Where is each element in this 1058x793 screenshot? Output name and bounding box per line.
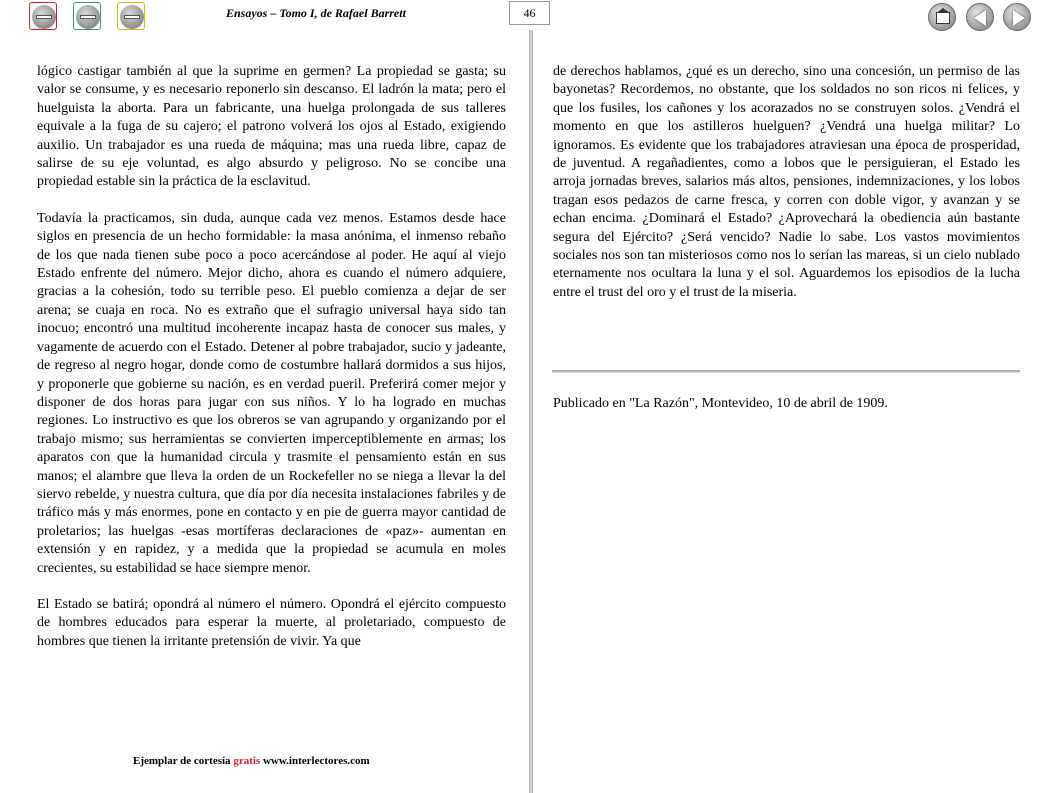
- footer: [133, 755, 370, 767]
- footer-site[interactable]: www.interlectores.com: [260, 755, 370, 767]
- page-number: 46: [509, 1, 550, 25]
- paragraph: El Estado se batirá; opondrá al número el número. Opondrá el ejército compuesto de hombres educados para esperar la muerte, al proletariado, compuesto de hombres que tienen la irritante pretensión de vivir. Ya que: [37, 596, 506, 649]
- book-title: Ensayos – Tomo I, de Rafael Barrett: [226, 6, 406, 20]
- paragraph: lógico castigar también al que la suprime en germen? La propiedad se gasta; su valor se consume, y es necesario reponerlo sin descanso. El ladrón la mata; pero el huelguista la aborta. Para un fabricante, una huelga prolongada de sus talleres equivale a la fuga de su cajero; el patrono volverá los ojos al Estado, exigiendo auxilio. Un trabajador es una rueda de máquina; mas una rueda libre, capaz de salirse de su eje voluntad, es algo absurdo y peligroso. No se concibe una propiedad estable sin la práctica de la esclavitud.: [37, 64, 506, 190]
- paragraph: de derechos hablamos, ¿qué es un derecho, sino una concesión, un permiso de las bayonetas? Recordemos, no obstante, que los soldados no son ricos ni felices, y que los fusiles, los cañones y los acorazados no se construyen solos. ¿Vendrá el momento en que los astilleros huelguen? ¿Vendrá una huelga militar? Lo ignoramos. Es evidente que los trabajadores atraviesan una época de prosperidad, de juventud. A regañadientes, como a lobos que le persiguieran, el Estado les arroja jornadas breves, salarios más altos, pensiones, indemnizaciones, y los lobos tragan esos pedazos de carne fresca, y corren con doble vigor, y avanzan y se echan encima. ¿Dominará el Estado? ¿Aprovechará la obediencia aún bastante segura del Ejército? ¿Será vencido? Nadie lo sabe. Los vastos movimientos sociales nos son tan misteriosos como nos lo serían las mareas, si un cielo nublado eternamente nos ocultara la luna y el sol. Aguardemos los episodios de la lucha entre el trust del oro y el trust de la miseria.: [553, 64, 1020, 300]
- horizontal-rule: [552, 370, 1020, 373]
- home-icon[interactable]: [928, 3, 956, 31]
- column-divider: [529, 30, 533, 793]
- minus-green-icon[interactable]: [73, 2, 101, 30]
- publication-note: Publicado en "La Razón", Montevideo, 10 de abril de 1909.: [553, 396, 888, 411]
- right-column: [553, 63, 1020, 302]
- arrow-right-icon[interactable]: [1003, 3, 1031, 31]
- footer-prefix: Ejemplar de cortesía: [133, 755, 234, 767]
- minus-yellow-icon[interactable]: [117, 2, 145, 30]
- left-column: [37, 63, 506, 651]
- minus-red-icon[interactable]: [29, 2, 57, 30]
- paragraph: Todavía la practicamos, sin duda, aunque cada vez menos. Estamos desde hace siglos en presencia de un hecho formidable: la masa anónima, el inmenso rebaño de los que nada tienen sube poco a poco acercándose al poder. He aquí al viejo Estado enfrente del número. Mejor dicho, ahora es cuando el número adquiere, gracias a la cohesión, todo su terrible peso. El pueblo comienza a dejar de ser arena; se cuaja en roca. No es extraño que el sufragio universal haya sido tan inocuo; encontró una multitud incoherente incapaz hasta de conocer sus males, y vagamente de acuerdo con el Estado. Detener al pobre trabajador, sucio y jadeante, de regreso al negro hogar, donde como de costumbre hallará dormidos a sus hijos, y proponerle que gobierne su nación, es en verdad pueril. Preferirá comer mejor y disponer de dos horas para jugar con sus niños. Y lo ha logrado en muchas regiones. Lo instructivo es que los obreros se van agrupando y organizando por el trabajo mismo; sus herramientas se convierten imperceptiblemente en armas; los aparatos con que la humanidad circula y trasmite el pensamiento están en sus manos; el alambre que lleva la orden de un Rockefeller no se niega a llevar la del siervo rebelde, y nuestra cultura, que día por día necesita instalaciones fabriles y de tráfico más y más enormes, pone en contacto y en pie de guerra mayor cantidad de proletarios; las huelgas -esas mortíferas declaraciones de «paz»- aumentan en extensión y en rapidez, y a medida que la propiedad se acumula en moles crecientes, su estabilidad se hace siempre menor.: [37, 210, 506, 576]
- arrow-left-icon[interactable]: [966, 3, 994, 31]
- footer-gratis: gratis: [233, 755, 261, 767]
